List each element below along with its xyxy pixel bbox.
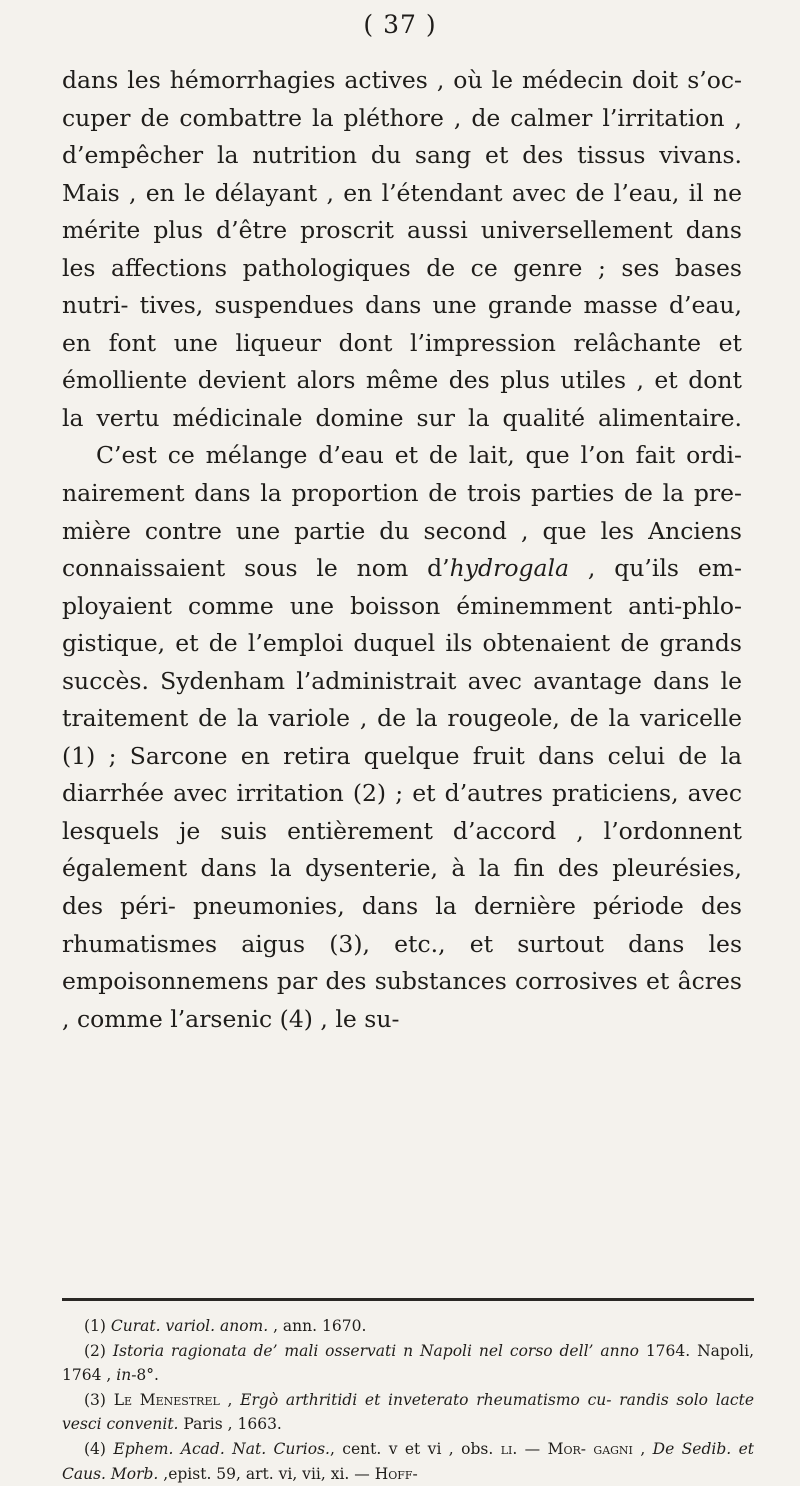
footnote-text: ,epist. 59, art. vi, vii, xi. — [158,1464,375,1483]
footnote-rule [62,1298,754,1301]
footnote-text: (3) [84,1390,114,1409]
footnote-author: Mor- gagni [547,1439,633,1458]
footnote [62,1437,754,1486]
footnote-title: De Sedib. et Caus. Morb. [62,1439,754,1483]
footnote-text: (1) [84,1317,111,1335]
footnote [62,1388,754,1437]
footnote-text: -8°. [131,1366,159,1385]
footnote-title: Curat. variol. anom. [110,1317,269,1335]
body-paragraph [62,62,742,437]
text-run: C’est ce mélange d’eau et de lait, que l’on fait ordi- nairement dans la proportion de trois parties de la pre- mière contre une partie du second , que les Anciens connaissaient sous le nom d’ [62,441,742,583]
footnote-text: , [632,1439,653,1458]
footnote-text: 1764. Napoli, 1764 , [62,1341,754,1385]
footnote-text: , [219,1390,241,1409]
footnote-text: , cent. v et vi , obs. [329,1439,501,1458]
footnote-text: . — [512,1439,548,1458]
footnote-text: Paris , 1663. [178,1415,282,1434]
footnote-author: li [500,1439,513,1458]
footnote-text: , ann. 1670. [268,1317,367,1335]
footnote-text: (2) [84,1341,113,1360]
text-run: , qu’ils em- ployaient comme une boisson éminemment anti-phlo- gistique, et de l’emploi duquel ils obtenaient de grands succès. Sydenham l’administrait avec avantage dans le traitement de la variole , de la rougeole, de la varicelle (1) ; Sarcone en retira quelque fruit dans celui de la diarrhée avec irritation (2) ; et d’autres praticiens, avec lesquels je suis entièrement d’accord , l’ordonnent également dans la dysenterie, à la fin des pleurésies, des péri- pneumonies, dans la dernière période des rhumatismes aigus (3), etc., et surtout dans les empoisonnemens par des substances corrosives et âcres , comme l’arsenic (4) , le su- [62,554,742,1033]
footnote-text: (4) [84,1439,114,1458]
text-run: dans les hémorrhagies actives , où le médecin doit s’oc- cuper de combattre la pléthore , de calmer l’irritation , d’empêcher la nutrition du sang et des tissus vivans. Mais , en le délayant , en l’étendant avec de l’eau, il ne mérite plus d’être proscrit aussi universellement dans les affections pathologiques de ce genre ; ses bases nutri- tives, suspendues dans une grande masse d’eau, en font une liqueur dont l’impression relâchante et émolliente devient alors même des plus utiles , et dont la vertu médicinale domine sur la qualité alimentaire. [62,66,742,432]
italic-term: hydrogala [449,554,570,583]
footnote-title: Istoria ragionata de’ mali osservati n Napoli nel corso dell’ anno [112,1341,639,1360]
footnotes [62,1314,754,1486]
page-number: ( 37 ) [363,10,437,39]
body-text [62,62,742,1038]
footnote [62,1314,754,1339]
footnote-title: in [116,1366,132,1385]
footnote-title: Ergò arthritidi et inveterato rheumatismo cu- randis solo lacte vesci convenit. [62,1390,755,1434]
footnote-author: Le Menestrel [113,1390,220,1409]
footnote-title: Ephem. Acad. Nat. Curios. [113,1439,330,1458]
footnote [62,1339,754,1388]
footnote-author: Hoff- [374,1464,418,1483]
body-paragraph [62,437,742,1038]
